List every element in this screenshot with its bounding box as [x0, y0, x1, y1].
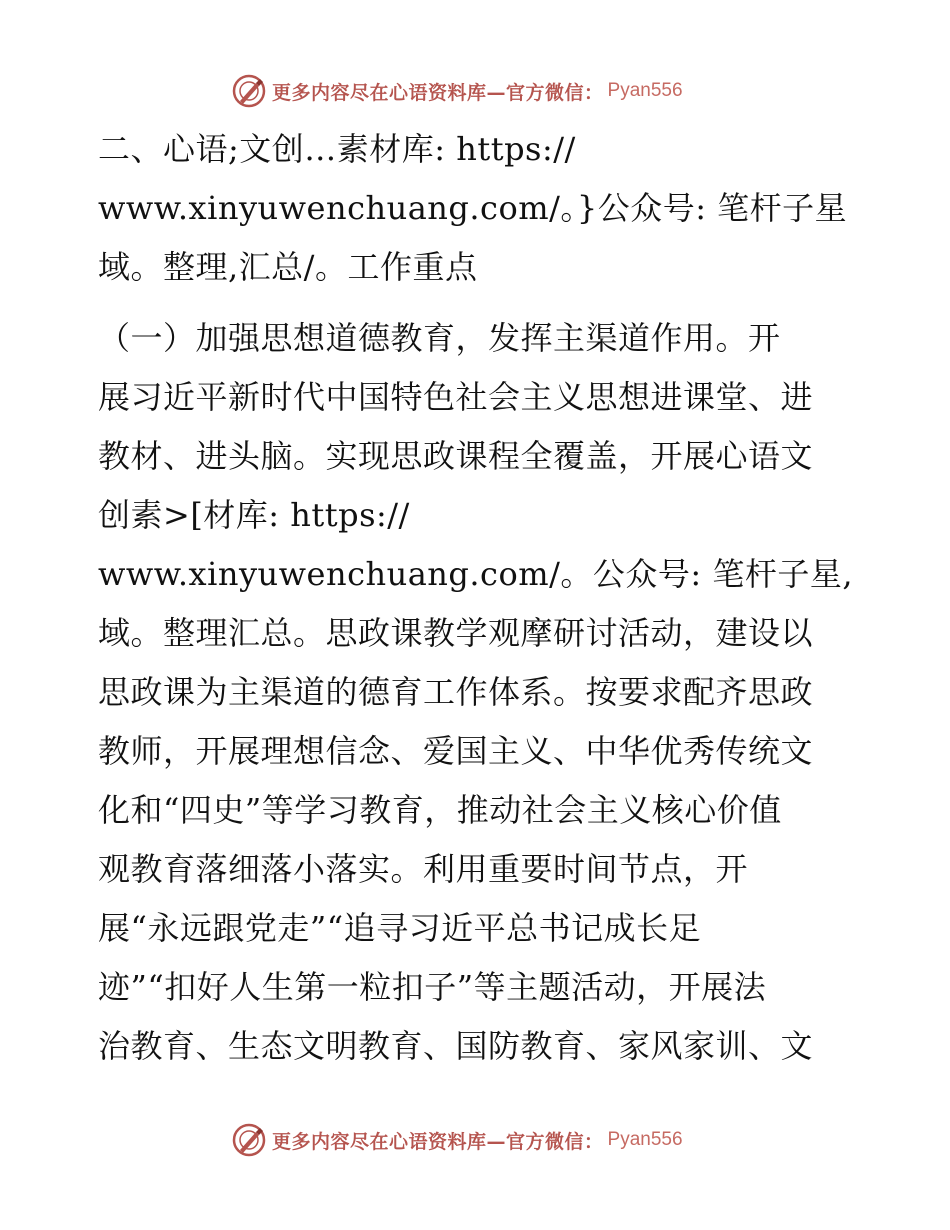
footer-watermark-banner [232, 1120, 683, 1160]
banner-text: 更多内容尽在心语资料库—官方微信： [272, 1130, 604, 1153]
text-line: 教材、进头脑。实现思政课程全覆盖，开展心语文 [98, 437, 814, 475]
pen-logo-icon [232, 1123, 266, 1157]
text-line: 二、心语;文创…素材库: https:// [98, 130, 576, 168]
text-line: 创素>[材库: https:// [98, 496, 410, 534]
text-line: 域。整理,汇总/。工作重点 [98, 248, 478, 286]
text-line: 迹”“扣好人生第一粒扣子”等主题活动，开展法 [98, 968, 767, 1006]
paragraph-work-focus-heading [98, 120, 858, 297]
text-line: 教师，开展理想信念、爱国主义、中华优秀传统文 [98, 732, 814, 770]
document-body [98, 120, 858, 1076]
text-line: （一）加强思想道德教育，发挥主渠道作用。开 [98, 319, 781, 357]
text-line: 展习近平新时代中国特色社会主义思想进课堂、进 [98, 378, 814, 416]
text-line: 展“永远跟党走”“追寻习近平总书记成长足 [98, 909, 702, 947]
text-line: www.xinyuwenchuang.com/。}公众号: 笔杆子星 [98, 189, 848, 227]
text-line: 观教育落细落小落实。利用重要时间节点，开 [98, 850, 749, 888]
text-line: 治教育、生态文明教育、国防教育、家风家训、文 [98, 1027, 814, 1065]
text-line: www.xinyuwenchuang.com/。公众号: 笔杆子星, [98, 555, 853, 593]
banner-text: 更多内容尽在心语资料库—官方微信： [272, 81, 604, 104]
header-watermark-banner [232, 71, 683, 111]
text-line: 思政课为主渠道的德育工作体系。按要求配齐思政 [98, 673, 814, 711]
pen-logo-icon [232, 74, 266, 108]
banner-wechat-id: Pyan556 [607, 80, 683, 101]
paragraph-moral-education [98, 309, 858, 1076]
text-line: 域。整理汇总。思政课教学观摩研讨活动，建设以 [98, 614, 814, 652]
text-line: 化和“四史”等学习教育，推动社会主义核心价值 [98, 791, 782, 829]
banner-wechat-id: Pyan556 [607, 1129, 683, 1150]
